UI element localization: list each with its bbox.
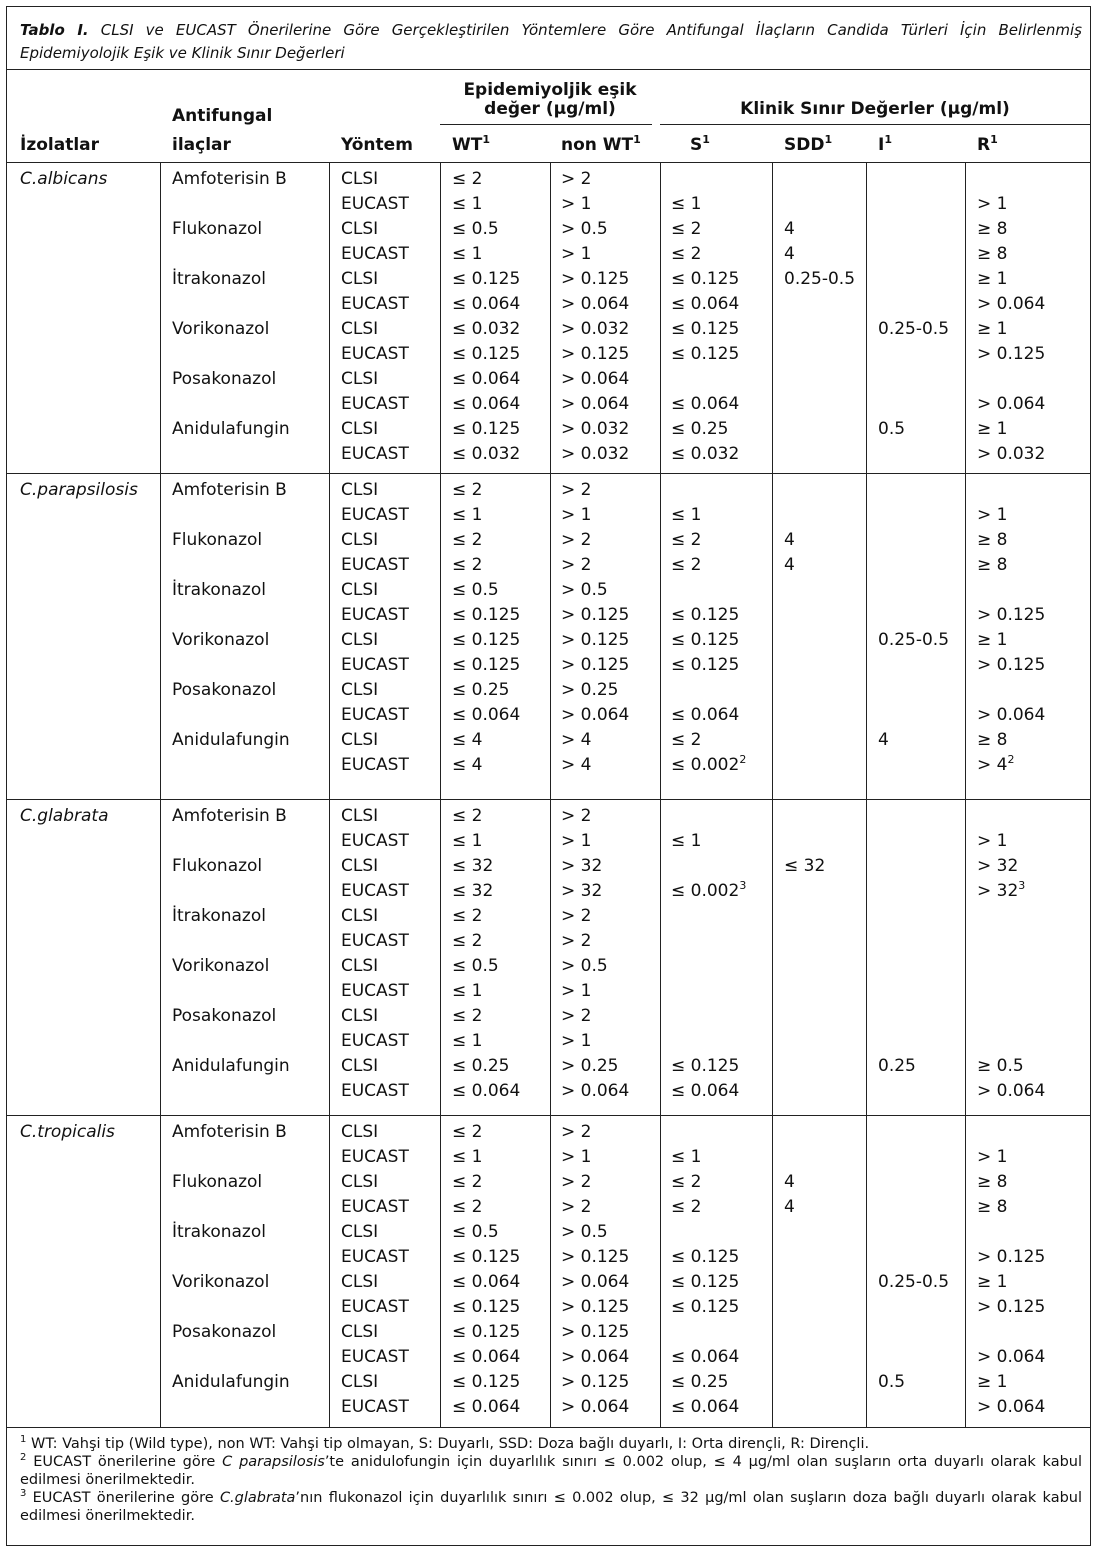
- isolate-name: C.tropicalis: [20, 1122, 115, 1142]
- cell-r: ≥ 8: [977, 730, 1008, 750]
- cell-wt: ≤ 1: [452, 194, 483, 214]
- cell-r: > 0.032: [977, 444, 1046, 464]
- cell-nwt: > 0.5: [561, 956, 608, 976]
- cell-s: ≤ 0.064: [671, 1397, 740, 1417]
- cell-r: ≥ 1: [977, 630, 1008, 650]
- cell-r: > 0.064: [977, 1081, 1046, 1101]
- cell-r: > 32: [977, 856, 1019, 876]
- cell-wt: ≤ 1: [452, 1147, 483, 1167]
- cell-nwt: > 0.125: [561, 605, 630, 625]
- header-drugs-line1: Antifungal: [172, 106, 273, 126]
- cell-nwt: > 0.064: [561, 1397, 630, 1417]
- clinical-header-rule: [660, 124, 1090, 125]
- cell-wt: ≤ 32: [452, 881, 494, 901]
- cell-nwt: > 0.5: [561, 580, 608, 600]
- header-method: Yöntem: [341, 135, 413, 155]
- cell-m: CLSI: [341, 730, 379, 750]
- cell-wt: ≤ 2: [452, 1006, 483, 1026]
- cell-s: ≤ 0.125: [671, 605, 740, 625]
- header-drugs-line2: ilaçlar: [172, 135, 231, 155]
- header-isolates: İzolatlar: [20, 135, 100, 155]
- isolate-name: C.parapsilosis: [20, 480, 138, 500]
- col-divider: [866, 162, 867, 1427]
- cell-s: ≤ 2: [671, 1197, 702, 1217]
- drug-name: Anidulafungin: [172, 1056, 290, 1076]
- cell-m: EUCAST: [341, 655, 409, 675]
- cell-r: > 0.125: [977, 344, 1046, 364]
- cell-m: CLSI: [341, 369, 379, 389]
- cell-wt: ≤ 0.032: [452, 444, 521, 464]
- cell-nwt: > 1: [561, 244, 592, 264]
- cell-s: ≤ 0.125: [671, 1247, 740, 1267]
- group-divider: [7, 799, 1090, 800]
- col-divider: [965, 162, 966, 1427]
- cell-s: ≤ 0.125: [671, 630, 740, 650]
- cell-m: CLSI: [341, 580, 379, 600]
- cell-m: EUCAST: [341, 981, 409, 1001]
- cell-nwt: > 2: [561, 1122, 592, 1142]
- cell-i: 0.25-0.5: [878, 630, 950, 650]
- cell-m: CLSI: [341, 906, 379, 926]
- col-divider: [440, 162, 441, 1427]
- group-divider: [7, 1115, 1090, 1116]
- drug-name: İtrakonazol: [172, 580, 266, 600]
- cell-m: EUCAST: [341, 294, 409, 314]
- isolate-name: C.albicans: [20, 169, 108, 189]
- header-ecv-line1: Epidemiyoljik eşik: [463, 80, 637, 100]
- cell-sdd: 4: [784, 244, 795, 264]
- cell-m: EUCAST: [341, 1031, 409, 1051]
- cell-r: > 0.064: [977, 705, 1046, 725]
- cell-nwt: > 2: [561, 1006, 592, 1026]
- header-ecv-line2: değer (μg/ml): [484, 99, 616, 119]
- cell-nwt: > 1: [561, 1031, 592, 1051]
- drug-name: Anidulafungin: [172, 1372, 290, 1392]
- cell-r: > 1: [977, 1147, 1008, 1167]
- caption-label: Tablo I.: [20, 21, 89, 39]
- cell-s: ≤ 0.064: [671, 394, 740, 414]
- cell-wt: ≤ 0.25: [452, 680, 510, 700]
- cell-r: > 0.064: [977, 1397, 1046, 1417]
- cell-i: 0.25-0.5: [878, 1272, 950, 1292]
- cell-nwt: > 0.125: [561, 1297, 630, 1317]
- cell-s: ≤ 0.125: [671, 655, 740, 675]
- cell-m: EUCAST: [341, 505, 409, 525]
- ecv-header-rule: [440, 124, 652, 125]
- cell-wt: ≤ 0.064: [452, 1347, 521, 1367]
- cell-nwt: > 0.064: [561, 1347, 630, 1367]
- cell-wt: ≤ 0.064: [452, 294, 521, 314]
- cell-nwt: > 0.064: [561, 294, 630, 314]
- cell-m: CLSI: [341, 480, 379, 500]
- col-divider: [329, 162, 330, 1427]
- cell-m: CLSI: [341, 1006, 379, 1026]
- cell-nwt: > 2: [561, 530, 592, 550]
- drug-name: Vorikonazol: [172, 956, 270, 976]
- cell-nwt: > 1: [561, 1147, 592, 1167]
- cell-m: EUCAST: [341, 1197, 409, 1217]
- cell-nwt: > 2: [561, 906, 592, 926]
- cell-m: CLSI: [341, 169, 379, 189]
- cell-m: EUCAST: [341, 244, 409, 264]
- cell-s: ≤ 0.25: [671, 419, 729, 439]
- cell-r: ≥ 1: [977, 419, 1008, 439]
- drug-name: Flukonazol: [172, 219, 263, 239]
- drug-name: Posakonazol: [172, 369, 277, 389]
- cell-wt: ≤ 0.125: [452, 1322, 521, 1342]
- cell-nwt: > 0.064: [561, 394, 630, 414]
- header-clinical: Klinik Sınır Değerler (μg/ml): [740, 99, 1010, 119]
- cell-nwt: > 0.032: [561, 319, 630, 339]
- cell-wt: ≤ 0.125: [452, 655, 521, 675]
- cell-wt: ≤ 0.125: [452, 630, 521, 650]
- drug-name: Flukonazol: [172, 856, 263, 876]
- cell-wt: ≤ 2: [452, 806, 483, 826]
- col-divider: [160, 162, 161, 1427]
- cell-m: CLSI: [341, 319, 379, 339]
- cell-i: 4: [878, 730, 889, 750]
- cell-nwt: > 0.125: [561, 344, 630, 364]
- cell-wt: ≤ 2: [452, 1172, 483, 1192]
- cell-s: ≤ 0.064: [671, 1081, 740, 1101]
- cell-r: > 0.125: [977, 655, 1046, 675]
- cell-s: ≤ 0.25: [671, 1372, 729, 1392]
- cell-wt: ≤ 0.125: [452, 269, 521, 289]
- cell-wt: ≤ 1: [452, 244, 483, 264]
- header-s: $S^1$: [690, 133, 710, 155]
- drug-name: Vorikonazol: [172, 630, 270, 650]
- cell-r: > 0.064: [977, 394, 1046, 414]
- cell-wt: ≤ 2: [452, 555, 483, 575]
- cell-r: > $4^2$: [977, 753, 1015, 775]
- cell-m: CLSI: [341, 1056, 379, 1076]
- cell-r: > 1: [977, 505, 1008, 525]
- cell-nwt: > 4: [561, 755, 592, 775]
- drug-name: Anidulafungin: [172, 419, 290, 439]
- cell-nwt: > 0.064: [561, 1081, 630, 1101]
- cell-r: ≥ 8: [977, 530, 1008, 550]
- cell-m: EUCAST: [341, 194, 409, 214]
- cell-m: CLSI: [341, 680, 379, 700]
- cell-s: ≤ 0.125: [671, 344, 740, 364]
- cell-wt: ≤ 0.064: [452, 394, 521, 414]
- cell-wt: ≤ 0.125: [452, 605, 521, 625]
- cell-sdd: 4: [784, 1172, 795, 1192]
- cell-wt: ≤ 0.064: [452, 1397, 521, 1417]
- header-nonwt: non $WT^1$: [561, 133, 641, 155]
- cell-r: > 1: [977, 194, 1008, 214]
- cell-m: EUCAST: [341, 1147, 409, 1167]
- cell-m: CLSI: [341, 806, 379, 826]
- cell-m: CLSI: [341, 219, 379, 239]
- header-divider: [7, 162, 1090, 163]
- cell-s: ≤ 0.064: [671, 1347, 740, 1367]
- col-divider: [772, 162, 773, 1427]
- cell-r: > 0.064: [977, 294, 1046, 314]
- drug-name: Amfoterisin B: [172, 480, 287, 500]
- cell-i: 0.25-0.5: [878, 319, 950, 339]
- cell-wt: ≤ 0.064: [452, 705, 521, 725]
- cell-r: > 0.125: [977, 605, 1046, 625]
- cell-s: ≤ 0.064: [671, 705, 740, 725]
- col-divider: [660, 162, 661, 1427]
- cell-m: CLSI: [341, 1122, 379, 1142]
- cell-wt: ≤ 4: [452, 730, 483, 750]
- cell-wt: ≤ 0.064: [452, 369, 521, 389]
- cell-m: CLSI: [341, 856, 379, 876]
- cell-wt: ≤ 0.5: [452, 956, 499, 976]
- cell-nwt: > 0.064: [561, 705, 630, 725]
- drug-name: Vorikonazol: [172, 319, 270, 339]
- cell-nwt: > 4: [561, 730, 592, 750]
- cell-m: EUCAST: [341, 705, 409, 725]
- cell-s: ≤ 2: [671, 555, 702, 575]
- cell-wt: ≤ 32: [452, 856, 494, 876]
- cell-nwt: > 2: [561, 806, 592, 826]
- cell-nwt: > 0.5: [561, 219, 608, 239]
- cell-m: EUCAST: [341, 755, 409, 775]
- cell-i: 0.5: [878, 1372, 906, 1392]
- cell-r: ≥ 1: [977, 319, 1008, 339]
- cell-r: ≥ 8: [977, 219, 1008, 239]
- cell-s: ≤ 2: [671, 244, 702, 264]
- cell-nwt: > 1: [561, 831, 592, 851]
- drug-name: Flukonazol: [172, 530, 263, 550]
- cell-m: CLSI: [341, 1372, 379, 1392]
- cell-m: EUCAST: [341, 555, 409, 575]
- cell-r: > 1: [977, 831, 1008, 851]
- caption-text: CLSI ve EUCAST Önerilerine Göre Gerçekleştirilen Yöntemlere Göre Antifungal İlaçların Candida Türleri İçin Belirlenmiş Epidemiyolojik Eşik ve Klinik Sınır Değerleri: [20, 21, 1082, 62]
- cell-nwt: > 2: [561, 1172, 592, 1192]
- header-r: $R^1$: [977, 133, 998, 155]
- cell-r: ≥ 0.5: [977, 1056, 1024, 1076]
- cell-wt: ≤ 0.125: [452, 1247, 521, 1267]
- table-caption: [20, 19, 1082, 65]
- cell-wt: ≤ 0.5: [452, 580, 499, 600]
- cell-s: ≤ $0.002^2$: [671, 753, 747, 775]
- cell-nwt: > 0.5: [561, 1222, 608, 1242]
- cell-s: ≤ $0.002^3$: [671, 879, 747, 901]
- cell-sdd: 0.25-0.5: [784, 269, 856, 289]
- cell-nwt: > 0.064: [561, 369, 630, 389]
- cell-wt: ≤ 4: [452, 755, 483, 775]
- cell-s: ≤ 1: [671, 505, 702, 525]
- cell-nwt: > 0.032: [561, 419, 630, 439]
- cell-m: EUCAST: [341, 605, 409, 625]
- drug-name: İtrakonazol: [172, 906, 266, 926]
- cell-nwt: > 0.125: [561, 1372, 630, 1392]
- header-sdd: SDD$^1$: [784, 133, 833, 155]
- footnote-3: $^3$ EUCAST önerilerine göre C.glabrata’nın flukonazol için duyarlılık sınırı ≤ 0.002 olup, ≤ 32 μg/ml olan suşların doza bağlı duyarlı olarak kabul edilmesi önerilmektedir.: [20, 1488, 1082, 1524]
- cell-m: EUCAST: [341, 1081, 409, 1101]
- cell-m: EUCAST: [341, 344, 409, 364]
- cell-r: ≥ 8: [977, 555, 1008, 575]
- cell-m: EUCAST: [341, 1297, 409, 1317]
- cell-wt: ≤ 0.032: [452, 319, 521, 339]
- cell-wt: ≤ 1: [452, 981, 483, 1001]
- cell-nwt: > 32: [561, 856, 603, 876]
- cell-m: CLSI: [341, 530, 379, 550]
- cell-i: 0.5: [878, 419, 906, 439]
- cell-m: CLSI: [341, 269, 379, 289]
- drug-name: Anidulafungin: [172, 730, 290, 750]
- cell-wt: ≤ 2: [452, 169, 483, 189]
- cell-r: > 0.064: [977, 1347, 1046, 1367]
- cell-nwt: > 0.125: [561, 1322, 630, 1342]
- cell-s: ≤ 2: [671, 530, 702, 550]
- cell-nwt: > 2: [561, 480, 592, 500]
- cell-wt: ≤ 2: [452, 906, 483, 926]
- cell-s: ≤ 1: [671, 831, 702, 851]
- group-divider: [7, 473, 1090, 474]
- cell-r: > 0.125: [977, 1297, 1046, 1317]
- cell-wt: ≤ 0.064: [452, 1272, 521, 1292]
- cell-nwt: > 0.25: [561, 1056, 619, 1076]
- cell-nwt: > 0.032: [561, 444, 630, 464]
- cell-wt: ≤ 0.5: [452, 219, 499, 239]
- cell-r: > 0.125: [977, 1247, 1046, 1267]
- cell-wt: ≤ 0.125: [452, 1297, 521, 1317]
- cell-r: ≥ 8: [977, 1197, 1008, 1217]
- cell-wt: ≤ 2: [452, 1122, 483, 1142]
- cell-nwt: > 0.125: [561, 655, 630, 675]
- cell-s: ≤ 0.064: [671, 294, 740, 314]
- cell-nwt: > 1: [561, 981, 592, 1001]
- cell-wt: ≤ 0.125: [452, 1372, 521, 1392]
- cell-m: EUCAST: [341, 881, 409, 901]
- cell-s: ≤ 2: [671, 219, 702, 239]
- header-i: $I^1$: [878, 133, 892, 155]
- cell-m: EUCAST: [341, 1247, 409, 1267]
- cell-r: ≥ 8: [977, 244, 1008, 264]
- table-frame: [6, 6, 1091, 1546]
- cell-wt: ≤ 0.25: [452, 1056, 510, 1076]
- caption-divider: [7, 69, 1090, 70]
- cell-m: EUCAST: [341, 1347, 409, 1367]
- cell-wt: ≤ 1: [452, 505, 483, 525]
- cell-nwt: > 0.125: [561, 630, 630, 650]
- cell-nwt: > 2: [561, 555, 592, 575]
- drug-name: İtrakonazol: [172, 269, 266, 289]
- footnotes: [20, 1435, 1082, 1525]
- header-wt: $WT^1$: [452, 133, 491, 155]
- cell-nwt: > 1: [561, 505, 592, 525]
- cell-r: ≥ 1: [977, 1372, 1008, 1392]
- cell-s: ≤ 0.032: [671, 444, 740, 464]
- cell-m: CLSI: [341, 630, 379, 650]
- cell-m: EUCAST: [341, 1397, 409, 1417]
- cell-m: CLSI: [341, 1272, 379, 1292]
- cell-sdd: ≤ 32: [784, 856, 826, 876]
- cell-s: ≤ 1: [671, 194, 702, 214]
- cell-s: ≤ 0.125: [671, 319, 740, 339]
- cell-nwt: > 32: [561, 881, 603, 901]
- drug-name: Vorikonazol: [172, 1272, 270, 1292]
- cell-m: EUCAST: [341, 444, 409, 464]
- isolate-name: C.glabrata: [20, 806, 109, 826]
- cell-m: CLSI: [341, 956, 379, 976]
- cell-r: ≥ 1: [977, 1272, 1008, 1292]
- cell-wt: ≤ 2: [452, 480, 483, 500]
- cell-s: ≤ 0.125: [671, 1272, 740, 1292]
- cell-nwt: > 2: [561, 1197, 592, 1217]
- cell-sdd: 4: [784, 1197, 795, 1217]
- cell-wt: ≤ 0.064: [452, 1081, 521, 1101]
- cell-nwt: > 0.125: [561, 1247, 630, 1267]
- cell-s: ≤ 0.125: [671, 269, 740, 289]
- cell-sdd: 4: [784, 530, 795, 550]
- cell-nwt: > 0.25: [561, 680, 619, 700]
- drug-name: Amfoterisin B: [172, 1122, 287, 1142]
- cell-s: ≤ 0.125: [671, 1056, 740, 1076]
- cell-m: EUCAST: [341, 831, 409, 851]
- cell-m: CLSI: [341, 1322, 379, 1342]
- drug-name: Posakonazol: [172, 680, 277, 700]
- cell-m: CLSI: [341, 419, 379, 439]
- drug-name: Amfoterisin B: [172, 806, 287, 826]
- footnote-1: $^1$ WT: Vahşi tip (Wild type), non WT: Vahşi tip olmayan, S: Duyarlı, SSD: Doza bağlı duyarlı, I: Orta dirençli, R: Dirençli.: [20, 1434, 870, 1452]
- cell-wt: ≤ 2: [452, 1197, 483, 1217]
- cell-i: 0.25: [878, 1056, 916, 1076]
- cell-nwt: > 1: [561, 194, 592, 214]
- cell-sdd: 4: [784, 219, 795, 239]
- cell-s: ≤ 0.125: [671, 1297, 740, 1317]
- cell-wt: ≤ 1: [452, 831, 483, 851]
- cell-wt: ≤ 0.5: [452, 1222, 499, 1242]
- cell-sdd: 4: [784, 555, 795, 575]
- drug-name: Amfoterisin B: [172, 169, 287, 189]
- cell-wt: ≤ 0.125: [452, 419, 521, 439]
- cell-m: EUCAST: [341, 931, 409, 951]
- cell-m: CLSI: [341, 1172, 379, 1192]
- cell-wt: ≤ 1: [452, 1031, 483, 1051]
- cell-nwt: > 2: [561, 931, 592, 951]
- cell-nwt: > 0.064: [561, 1272, 630, 1292]
- cell-nwt: > 0.125: [561, 269, 630, 289]
- cell-m: EUCAST: [341, 394, 409, 414]
- drug-name: İtrakonazol: [172, 1222, 266, 1242]
- cell-r: > $32^3$: [977, 879, 1026, 901]
- cell-m: CLSI: [341, 1222, 379, 1242]
- footnote-2: $^2$ EUCAST önerilerine göre C parapsilosis’te anidulofungin için duyarlılık sınırı ≤ 0.002 olup, ≤ 4 μg/ml olan suşların orta duyarlı olarak kabul edilmesi önerilmektedir.: [20, 1452, 1083, 1488]
- table-bottom-divider: [7, 1427, 1090, 1428]
- cell-s: ≤ 2: [671, 1172, 702, 1192]
- cell-nwt: > 2: [561, 169, 592, 189]
- cell-r: ≥ 1: [977, 269, 1008, 289]
- cell-s: ≤ 2: [671, 730, 702, 750]
- drug-name: Posakonazol: [172, 1006, 277, 1026]
- cell-s: ≤ 1: [671, 1147, 702, 1167]
- cell-wt: ≤ 2: [452, 530, 483, 550]
- cell-wt: ≤ 0.125: [452, 344, 521, 364]
- cell-r: ≥ 8: [977, 1172, 1008, 1192]
- col-divider: [550, 162, 551, 1427]
- drug-name: Flukonazol: [172, 1172, 263, 1192]
- cell-wt: ≤ 2: [452, 931, 483, 951]
- drug-name: Posakonazol: [172, 1322, 277, 1342]
